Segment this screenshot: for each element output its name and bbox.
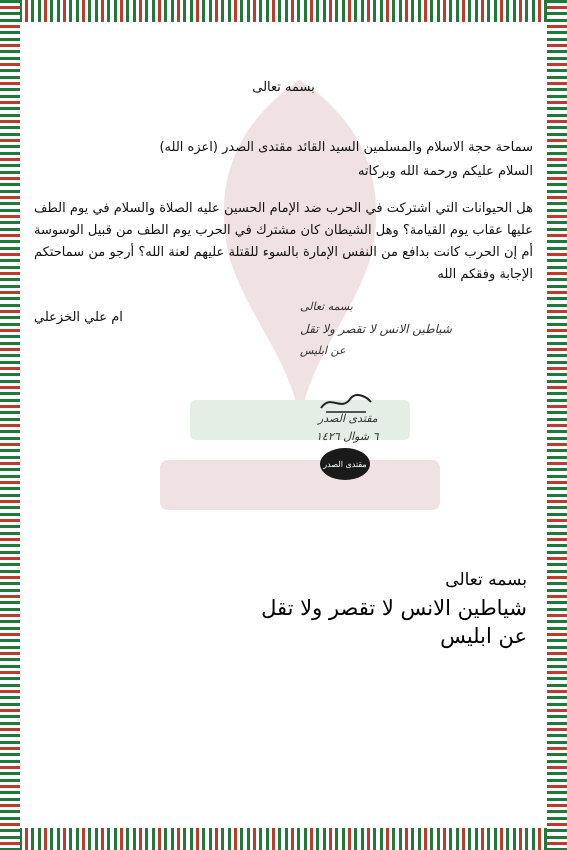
official-seal bbox=[320, 448, 370, 480]
decorative-border-right bbox=[547, 0, 567, 850]
typed-reply bbox=[261, 570, 527, 648]
seal-text: مقتدى الصدر bbox=[323, 459, 367, 469]
letter-greeting: السلام عليكم ورحمة الله وبركاته bbox=[357, 164, 533, 179]
typed-reply-line2: شياطين الانس لا تقصر ولا تقل bbox=[261, 596, 527, 620]
letter-body bbox=[34, 0, 533, 850]
handwritten-reply-line3: عن ابليس bbox=[300, 344, 346, 357]
letter-signer: ام علي الخزعلي bbox=[34, 310, 123, 325]
letter-question: هل الحيوانات التي اشتركت في الحرب ضد الإمام الحسين عليه الصلاة والسلام في يوم الطف عليها عقاب يوم القيامة؟ وهل الشيطان كان مشترك في الحرب يوم الطف من قبيل الوسوسة أم إن الحرب كانت بدافع من النفس الإمارة بالسوء للقتلة عليهم لعنة الله؟ أرجو من سماحتكم الإجابة وفقكم الله bbox=[34, 201, 533, 282]
handwritten-reply-line1: بسمه تعالى bbox=[300, 300, 353, 313]
signature-date: ٦ شوال ١٤٢٦ bbox=[316, 430, 379, 443]
letter-address: سماحة حجة الاسلام والمسلمين السيد القائد مقتدى الصدر (اعزه الله) bbox=[159, 140, 533, 155]
decorative-border-left bbox=[0, 0, 20, 850]
typed-reply-line3: عن ابليس bbox=[440, 624, 527, 648]
letter-heading: بسمه تعالى bbox=[252, 80, 315, 95]
typed-reply-line1: بسمه تعالى bbox=[445, 570, 527, 590]
handwritten-reply-line2: شياطين الانس لا تقصر ولا تقل bbox=[300, 322, 452, 336]
signature-name: مقتدى الصدر bbox=[318, 412, 378, 425]
